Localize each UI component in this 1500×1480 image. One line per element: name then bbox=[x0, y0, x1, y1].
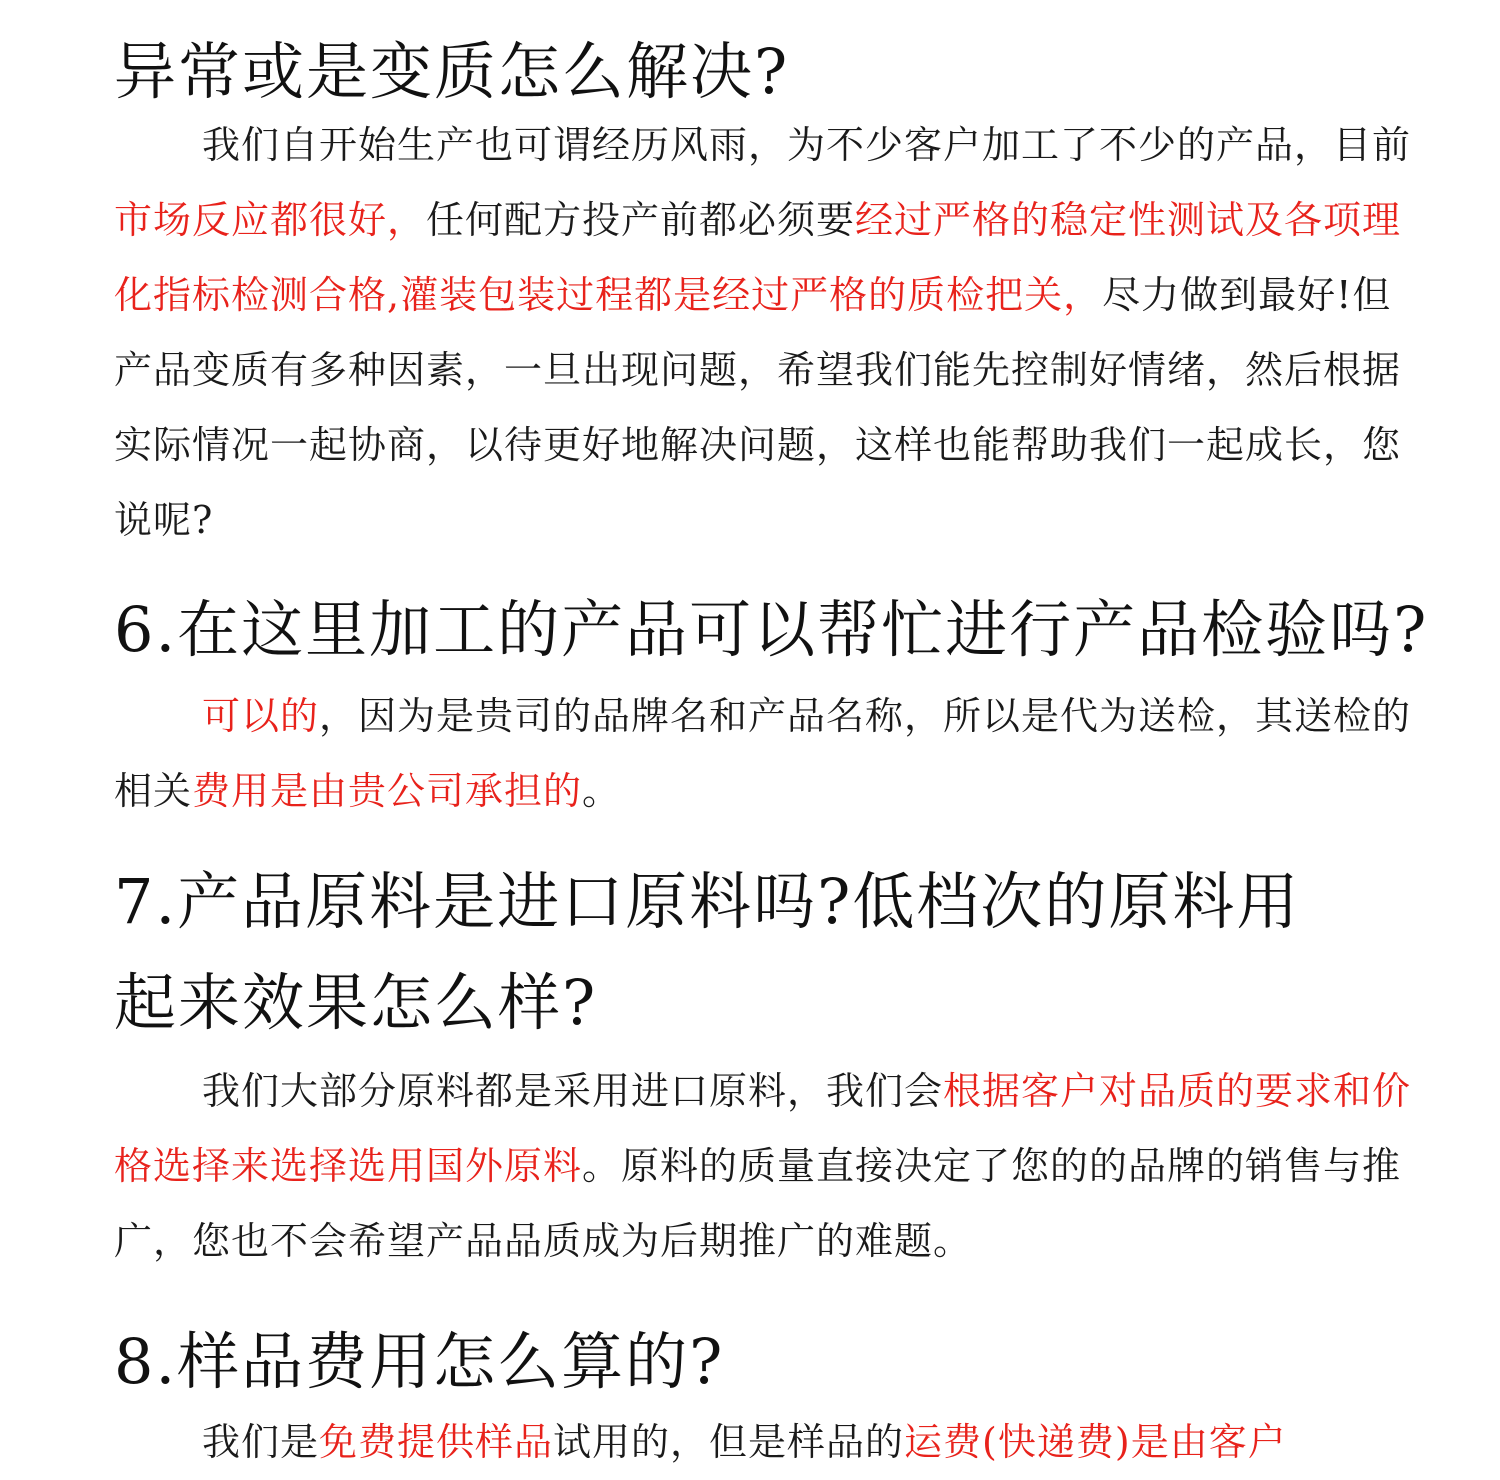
answer-text: 任何配方投产前都必须要 bbox=[426, 198, 856, 242]
section-heading-6: 6.在这里加工的产品可以帮忙进行产品检验吗? bbox=[114, 593, 1429, 666]
answer-paragraph-7 bbox=[114, 1054, 1414, 1279]
answer-text: 。 bbox=[582, 769, 622, 813]
highlight-text: 运费(快递费)是由客户 bbox=[904, 1420, 1287, 1464]
highlight-text: 经过严格的稳定性测试及各项理化指标检测合格,灌装包装过程都是经过严格的质检把关， bbox=[114, 198, 1402, 317]
highlight-text: 可以的 bbox=[202, 694, 320, 738]
section-heading-8: 8.样品费用怎么算的? bbox=[114, 1325, 725, 1398]
section-heading-continued: 异常或是变质怎么解决? bbox=[114, 35, 790, 108]
answer-text: 我们大部分原料都是采用进口原料，我们会 bbox=[202, 1069, 944, 1113]
highlight-text: 费用是由贵公司承担的 bbox=[192, 769, 583, 813]
answer-text: 试用的，但是样品的 bbox=[553, 1420, 905, 1464]
answer-paragraph-8 bbox=[114, 1405, 1414, 1480]
section-heading-7-line1: 7.产品原料是进口原料吗?低档次的原料用 bbox=[114, 865, 1301, 938]
answer-text: 。原料的质量直接决定了您的的品牌的销售与推广，您也不会希望产品品质成为后期推广的难题。 bbox=[114, 1144, 1402, 1263]
answer-text: 我们是 bbox=[202, 1420, 320, 1464]
answer-text: ，因为是贵司的品牌名和产品名称，所以是代为送检，其送检的相关 bbox=[114, 694, 1412, 813]
section-heading-7-line2: 起来效果怎么样? bbox=[114, 966, 598, 1039]
highlight-text: 根据客户对品质的要求和价格选择来选择选用国外原料 bbox=[114, 1069, 1412, 1188]
highlight-text: 市场反应都很好， bbox=[114, 198, 427, 242]
answer-paragraph-6 bbox=[114, 679, 1414, 829]
highlight-text: 免费提供样品 bbox=[319, 1420, 554, 1464]
answer-text: 我们自开始生产也可谓经历风雨，为不少客户加工了不少的产品，目前 bbox=[202, 123, 1412, 167]
answer-paragraph-quality bbox=[114, 108, 1414, 558]
answer-text: 尽力做到最好!但产品变质有多种因素，一旦出现问题，希望我们能先控制好情绪，然后根据实际情况一起协商，以待更好地解决问题，这样也能帮助我们一起成长，您说呢? bbox=[114, 273, 1402, 542]
